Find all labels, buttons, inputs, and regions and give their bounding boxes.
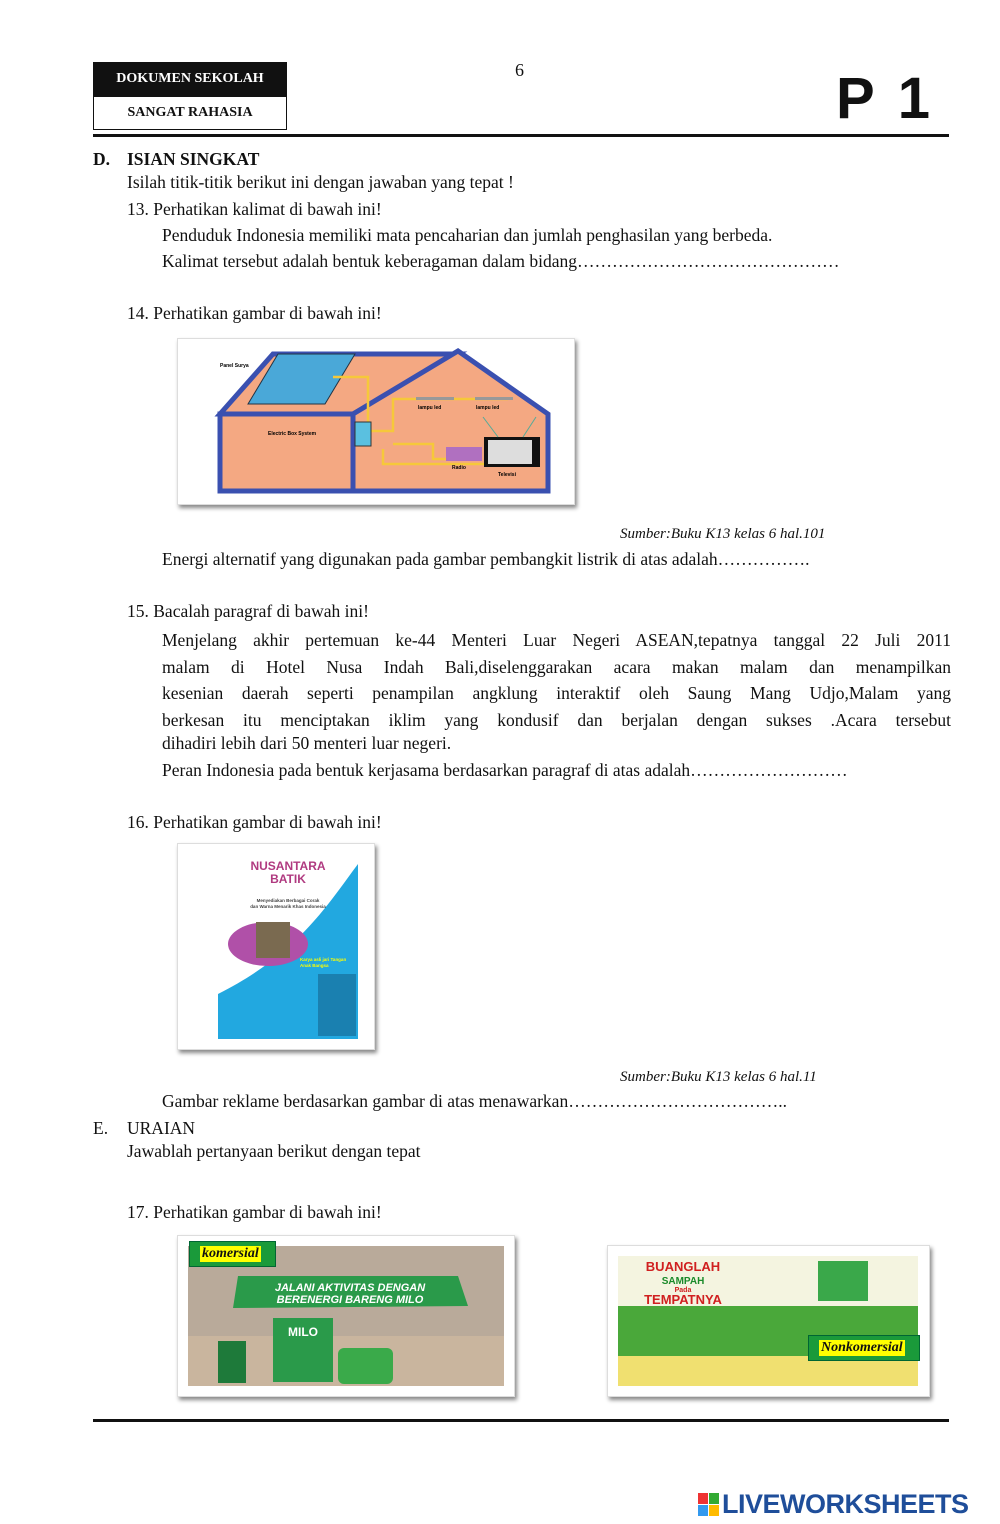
- section-d-letter: D.: [93, 149, 111, 169]
- solar-house-image: [177, 338, 575, 505]
- q16-question[interactable]: Gambar reklame berdasarkan gambar di atas menawarkan………………………………..: [162, 1091, 787, 1111]
- nonkomersial-label: [808, 1335, 920, 1361]
- komersial-label: [189, 1241, 276, 1267]
- poster-title-2: BATIK: [270, 872, 306, 886]
- q15-paragraph-line: berkesan itu menciptakan iklim yang kondusif dan berjalan dengan sukses .Acara tersebut: [162, 709, 951, 730]
- liveworksheets-brand: LIVEWORKSHEETS: [722, 1489, 969, 1519]
- label-panel-surya: Panel Surya: [220, 363, 249, 369]
- poster-title-1: NUSANTARA: [250, 859, 326, 873]
- milo-ad-image: [177, 1235, 515, 1397]
- q17-prompt: 17. Perhatikan gambar di bawah ini!: [127, 1202, 382, 1222]
- ad2-line-4: TEMPATNYA: [644, 1292, 722, 1307]
- q16-prompt: 16. Perhatikan gambar di bawah ini!: [127, 812, 382, 832]
- q14-source: Sumber:Buku K13 kelas 6 hal.101: [620, 526, 826, 542]
- header-divider: [93, 134, 949, 137]
- footer-divider: [93, 1419, 949, 1422]
- batik-poster-image: [177, 843, 375, 1050]
- milo-brand: MILO: [288, 1325, 318, 1339]
- milo-headline-2: BERENERGI BARENG MILO: [276, 1294, 424, 1306]
- q15-paragraph-line: kesenian daerah seperti penampilan angklung interaktif oleh Saung Mang Udjo,Malam yang: [162, 683, 951, 703]
- page-number: 6: [515, 60, 524, 80]
- poster-tag-2: Anak Bangsa: [300, 963, 329, 968]
- nonkomersial-label-text: Nonkomersial: [821, 1340, 903, 1355]
- label-electric-box: Electric Box System: [268, 431, 317, 437]
- liveworksheets-icon: [698, 1493, 719, 1516]
- poster-tag-1: Karya asli jari Tangan: [300, 957, 347, 962]
- label-lampu-2: lampu led: [476, 405, 500, 411]
- poster-sub-1: Menyediakan Berbagai Corak: [256, 898, 320, 903]
- ad2-line-1: BUANGLAH: [645, 1259, 721, 1274]
- secret-label: SANGAT RAHASIA: [93, 96, 287, 130]
- poster-sub-2: dan Warna Menarik Khas Indonesia: [250, 904, 326, 909]
- paper-code: P 1: [836, 66, 935, 131]
- label-radio: Radio: [452, 465, 466, 471]
- milo-headline-1: JALANI AKTIVITAS DENGAN: [274, 1282, 426, 1294]
- ad2-line-2: SAMPAH: [661, 1276, 705, 1287]
- q15-paragraph-line: malam di Hotel Nusa Indah Bali,diselenggarakan acara makan malam dan menampilkan: [162, 656, 951, 677]
- q13-prompt: 13. Perhatikan kalimat di bawah ini!: [127, 199, 382, 219]
- section-e-instruction: Jawablah pertanyaan berikut dengan tepat: [127, 1141, 421, 1161]
- q15-paragraph-last: dihadiri lebih dari 50 menteri luar negeri.: [162, 733, 452, 753]
- q14-question[interactable]: Energi alternatif yang digunakan pada gambar pembangkit listrik di atas adalah…………….: [162, 549, 810, 569]
- q15-paragraph-line: Menjelang akhir pertemuan ke-44 Menteri Luar Negeri ASEAN,tepatnya tanggal 22 Juli 2011: [162, 630, 951, 650]
- section-e-letter: E.: [93, 1118, 109, 1138]
- q13-question[interactable]: Kalimat tersebut adalah bentuk keberagaman dalam bidang………………………………………: [162, 251, 840, 271]
- section-e-title: URAIAN: [127, 1118, 196, 1138]
- label-lampu-1: lampu led: [418, 405, 442, 411]
- section-d-title: ISIAN SINGKAT: [127, 149, 260, 169]
- q14-prompt: 14. Perhatikan gambar di bawah ini!: [127, 303, 382, 323]
- komersial-label-text: komersial: [202, 1246, 259, 1261]
- q16-source: Sumber:Buku K13 kelas 6 hal.11: [620, 1069, 817, 1085]
- liveworksheets-logo: [698, 1489, 969, 1520]
- label-tv: Televisi: [498, 472, 516, 478]
- ad2-line-3: Pada: [674, 1287, 692, 1294]
- nonkomersial-ad-image: [607, 1245, 930, 1397]
- q15-prompt: 15. Bacalah paragraf di bawah ini!: [127, 601, 369, 621]
- q15-question[interactable]: Peran Indonesia pada bentuk kerjasama berdasarkan paragraf di atas adalah………………………: [162, 760, 848, 780]
- section-d-instruction: Isilah titik-titik berikut ini dengan jawaban yang tepat !: [127, 172, 514, 192]
- document-label: DOKUMEN SEKOLAH: [93, 62, 287, 96]
- q13-line1: Penduduk Indonesia memiliki mata pencaharian dan jumlah penghasilan yang berbeda.: [162, 225, 773, 245]
